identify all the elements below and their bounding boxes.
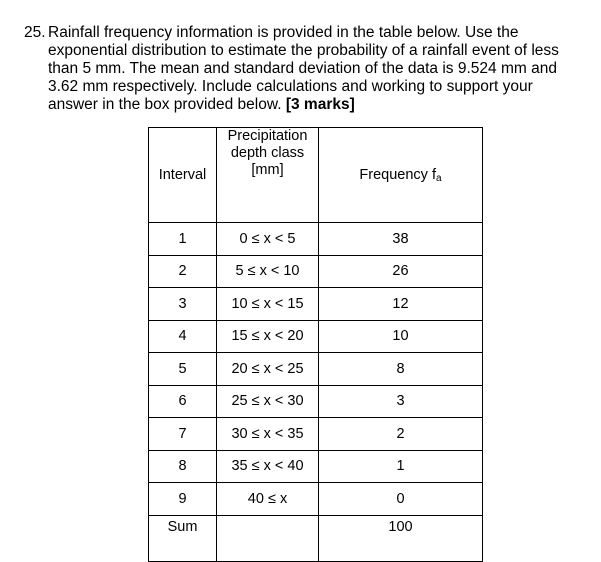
cell-frequency: 10 bbox=[319, 320, 483, 353]
table-row bbox=[149, 450, 483, 483]
cell-frequency: 3 bbox=[319, 385, 483, 418]
cell-interval: 4 bbox=[149, 320, 217, 353]
cell-depth: 0 ≤ x < 5 bbox=[217, 223, 319, 256]
cell-depth: 25 ≤ x < 30 bbox=[217, 385, 319, 418]
table-row bbox=[149, 385, 483, 418]
cell-sum-label: Sum bbox=[149, 515, 217, 561]
cell-interval: 1 bbox=[149, 223, 217, 256]
question-line-3: than 5 mm. The mean and standard deviation of the data is 9.524 mm and bbox=[48, 60, 557, 77]
cell-depth: 20 ≤ x < 25 bbox=[217, 353, 319, 386]
question-line-1: 25. Rainfall frequency information is provided in the table below. Use the bbox=[24, 24, 519, 41]
question-text bbox=[24, 24, 584, 114]
table-row bbox=[149, 223, 483, 256]
cell-interval: 6 bbox=[149, 385, 217, 418]
cell-interval: 7 bbox=[149, 418, 217, 451]
cell-frequency: 2 bbox=[319, 418, 483, 451]
cell-frequency: 1 bbox=[319, 450, 483, 483]
question-number: 25. bbox=[24, 24, 46, 41]
cell-depth: 15 ≤ x < 20 bbox=[217, 320, 319, 353]
cell-frequency: 0 bbox=[319, 483, 483, 516]
header-interval: Interval bbox=[149, 128, 217, 223]
table-row bbox=[149, 418, 483, 451]
cell-interval: 3 bbox=[149, 288, 217, 321]
cell-depth: 40 ≤ x bbox=[217, 483, 319, 516]
rainfall-frequency-table bbox=[148, 127, 483, 562]
table-row bbox=[149, 483, 483, 516]
cell-frequency: 26 bbox=[319, 255, 483, 288]
cell-depth: 10 ≤ x < 15 bbox=[217, 288, 319, 321]
cell-interval: 5 bbox=[149, 353, 217, 386]
question-line-4: 3.62 mm respectively. Include calculations and working to support your bbox=[48, 78, 533, 95]
table-row bbox=[149, 353, 483, 386]
cell-sum-frequency: 100 bbox=[319, 515, 483, 561]
cell-sum-depth bbox=[217, 515, 319, 561]
table-row bbox=[149, 320, 483, 353]
cell-frequency: 12 bbox=[319, 288, 483, 321]
table-sum-row bbox=[149, 515, 483, 561]
cell-depth: 35 ≤ x < 40 bbox=[217, 450, 319, 483]
cell-frequency: 38 bbox=[319, 223, 483, 256]
question-line-2: exponential distribution to estimate the probability of a rainfall event of less bbox=[48, 42, 559, 59]
cell-interval: 8 bbox=[149, 450, 217, 483]
header-depth-class: Precipitation depth class [mm] bbox=[217, 128, 319, 223]
header-frequency: Frequency fa bbox=[319, 128, 483, 223]
table-row bbox=[149, 288, 483, 321]
marks-label: [3 marks] bbox=[285, 96, 355, 113]
table-row bbox=[149, 255, 483, 288]
question-line-5: answer in the box provided below. [3 marks] bbox=[48, 96, 355, 113]
cell-depth: 5 ≤ x < 10 bbox=[217, 255, 319, 288]
table-header-row bbox=[149, 128, 483, 223]
cell-interval: 9 bbox=[149, 483, 217, 516]
cell-interval: 2 bbox=[149, 255, 217, 288]
cell-depth: 30 ≤ x < 35 bbox=[217, 418, 319, 451]
cell-frequency: 8 bbox=[319, 353, 483, 386]
